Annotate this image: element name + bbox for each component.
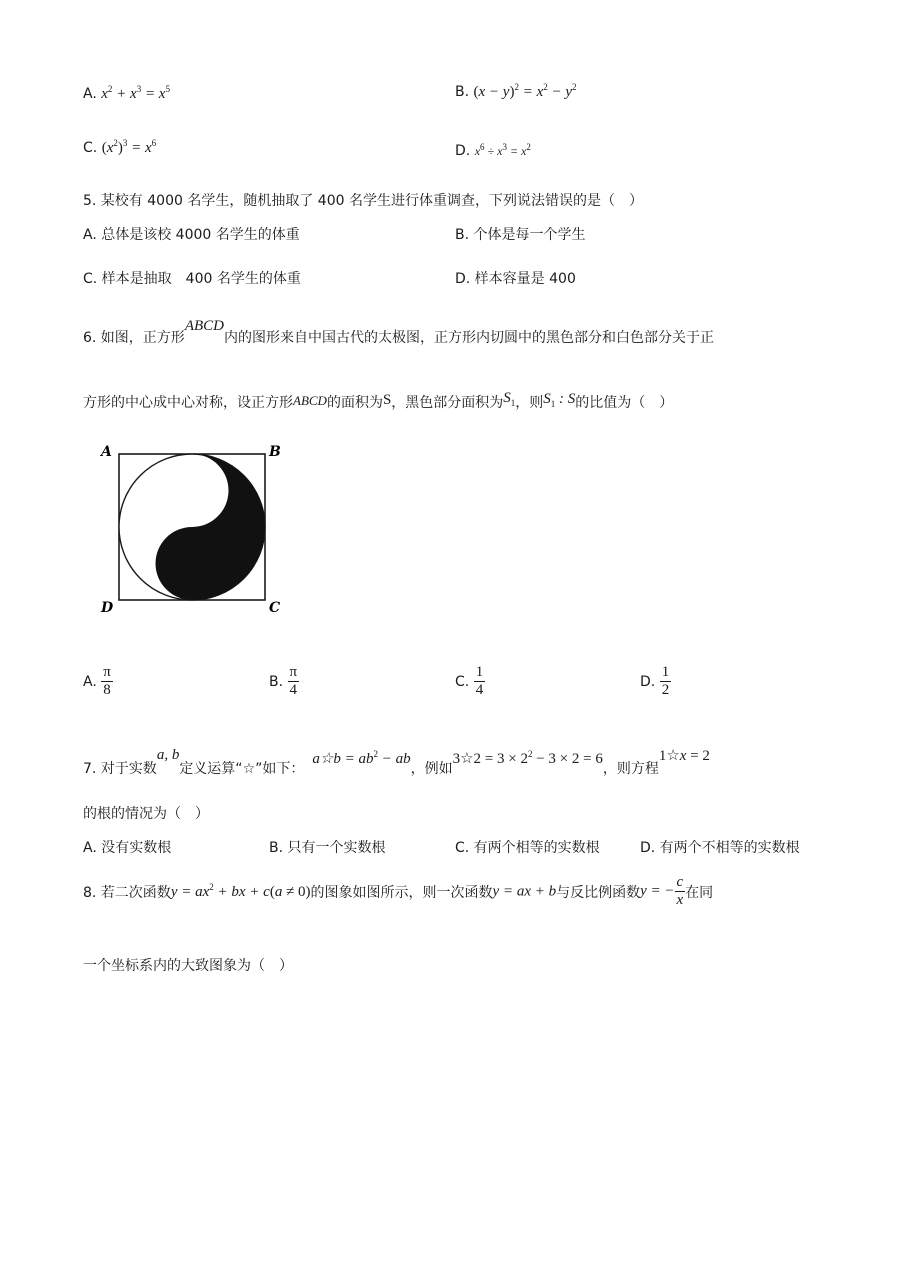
vertex-c: C	[269, 600, 281, 616]
q6-area-s1-sub: 1	[510, 398, 516, 408]
q4-option-d	[455, 142, 531, 159]
vertex-a: A	[101, 444, 112, 460]
q6-line1-b: 内的图形来自中国古代的太极图，正方形内切圆中的黑色部分和白色部分关于正	[223, 330, 714, 346]
q4-option-a	[83, 84, 170, 103]
vertex-d: D	[101, 600, 114, 616]
q6-option-b-fraction	[288, 664, 300, 700]
q4-option-c	[83, 138, 156, 157]
q6-square-name: ABCD	[184, 318, 224, 334]
q6-option-b-label: B.	[269, 673, 284, 690]
q6-line1	[83, 318, 714, 347]
q4-option-b-formula: $(x - y)^2 = x^2 - y^2$	[473, 82, 577, 100]
q6-line2-d: ，则	[515, 395, 544, 411]
q6-option-d-num: 1	[660, 664, 672, 682]
q6-option-a-label: A.	[83, 673, 97, 690]
q6-option-c-num: 1	[474, 664, 486, 682]
q8-line1	[83, 874, 713, 910]
q7-line1	[83, 746, 710, 778]
q6-option-d-fraction	[660, 664, 672, 700]
q5-option-a: A. 总体是该校 4000 名学生的体重	[83, 227, 300, 243]
q6-line2-b: 的面积为	[326, 395, 383, 411]
q6-ratio: $S_1$ : S	[543, 391, 576, 409]
q7-text-d: ，则方程	[602, 761, 659, 777]
q6-option-c-label: C.	[455, 673, 470, 690]
q6-area-s1-base: S	[503, 390, 511, 406]
q6-option-c-den: 4	[475, 682, 484, 699]
q6-area-s: S	[382, 392, 392, 408]
black-dot	[184, 555, 200, 571]
q8-linear: y = ax + b	[492, 883, 557, 900]
q8-inverse: y = − $\frac{c}{x}$	[640, 874, 684, 909]
q7-text-a: 7. 对于实数	[83, 761, 157, 777]
taiji-figure	[95, 438, 295, 618]
q4-option-c-label: C.	[83, 140, 98, 156]
q8-text-d: 在同	[685, 884, 714, 901]
q6-option-c-fraction	[474, 664, 486, 700]
vertex-b: B	[269, 444, 281, 460]
q6-option-c	[455, 664, 485, 700]
q8-quadratic: $y = ax^2$ + bx + c(a ≠ 0)	[170, 882, 311, 901]
q6-option-a	[83, 664, 113, 700]
q6-line2	[83, 390, 673, 412]
q6-option-d	[640, 664, 671, 700]
white-dot	[184, 482, 200, 498]
q6-area-s1	[503, 390, 515, 406]
q5-option-d: D. 样本容量是 400	[455, 271, 576, 287]
q6-option-a-den: 8	[103, 682, 111, 699]
q7-line2: 的根的情况为（ ）	[83, 806, 209, 822]
q6-line2-e: 的比值为（ ）	[575, 395, 674, 411]
q4-option-b-label: B.	[455, 84, 470, 100]
q7-option-b: B. 只有一个实数根	[269, 840, 386, 856]
q4-option-a-label: A.	[83, 86, 97, 102]
q6-square-name-2: ABCD	[293, 393, 327, 408]
q5-option-c: C. 样本是抽取 400 名学生的体重	[83, 271, 301, 287]
q8-text-b: 的图象如图所示，则一次函数	[310, 884, 493, 901]
q7-option-c: C. 有两个相等的实数根	[455, 840, 600, 856]
q6-option-d-label: D.	[640, 673, 656, 690]
q7-option-d: D. 有两个不相等的实数根	[640, 840, 800, 856]
q6-option-b-num: π	[288, 664, 300, 682]
q6-option-b-den: 4	[289, 682, 298, 699]
q8-text-a: 8. 若二次函数	[83, 884, 171, 901]
q7-definition: a☆b = $ab^2$ − ab	[312, 749, 411, 767]
q5-stem: 5. 某校有 4000 名学生，随机抽取了 400 名学生进行体重调查，下列说法错误的是（ ）	[83, 193, 643, 209]
q4-option-b	[455, 82, 577, 101]
q6-option-a-num: π	[101, 664, 113, 682]
q7-text-b: 定义运算“☆”如下：	[179, 761, 305, 777]
q7-text-c: ，例如	[410, 761, 453, 777]
q7-equation: 1☆x = 2	[658, 748, 710, 764]
q8-text-c: 与反比例函数	[556, 884, 641, 901]
q6-option-d-den: 2	[661, 682, 670, 699]
q7-vars: a, b	[156, 747, 180, 763]
q4-option-d-formula: $x^6 \div x^3 = x^2$	[474, 142, 531, 158]
q8-line2: 一个坐标系内的大致图象为（ ）	[83, 958, 293, 974]
q4-option-d-label: D.	[455, 143, 471, 159]
q7-example: 3☆2 = $3 \times 2^2 - 3 \times 2 = 6$	[452, 749, 603, 767]
q6-line1-a: 6. 如图，正方形	[83, 330, 185, 346]
q6-option-b	[269, 664, 299, 700]
q4-option-c-formula: $(x^2)^3 = x^6$	[101, 138, 157, 156]
q5-option-b: B. 个体是每一个学生	[455, 227, 586, 243]
q6-option-a-fraction	[101, 664, 113, 700]
q6-line2-c: ，黑色部分面积为	[391, 395, 504, 411]
q6-line2-a: 方形的中心成中心对称，设正方形	[83, 395, 293, 411]
q4-option-a-formula: $x^2 + x^3 = x^5$	[101, 84, 170, 102]
q7-option-a: A. 没有实数根	[83, 840, 172, 856]
